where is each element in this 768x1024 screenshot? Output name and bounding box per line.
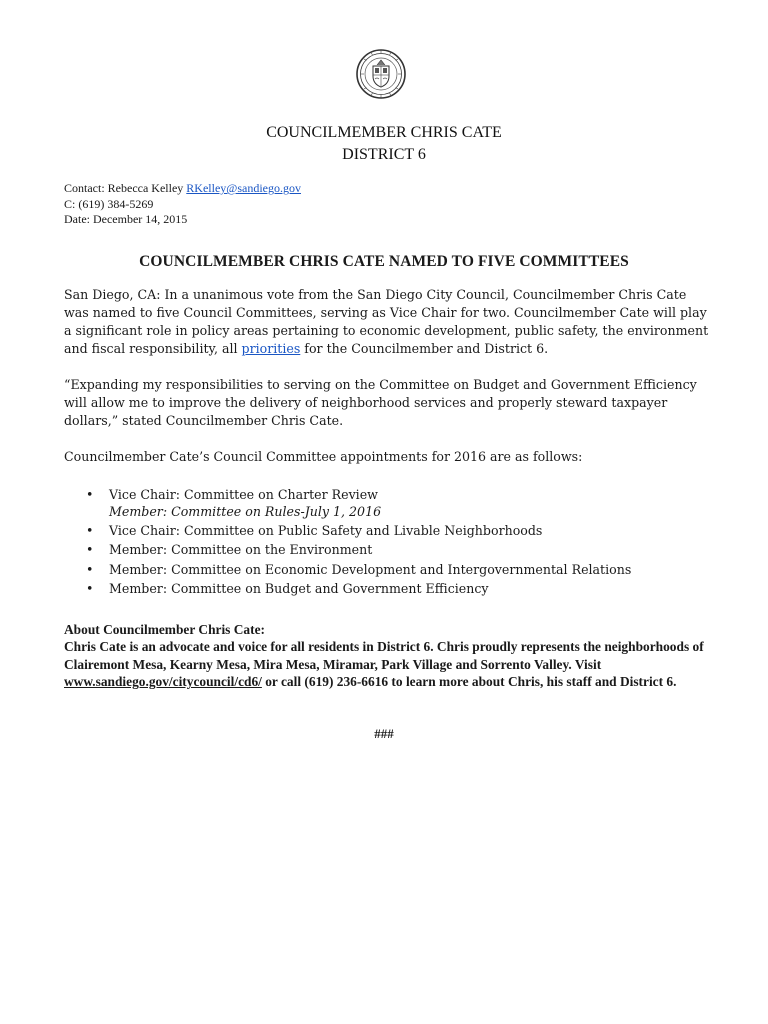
body-paragraph-quote: “Expanding my responsibilities to serving on the Committee on Budget and Government Efficiency will allow me to improve the delivery of neighborhood services and properly steward taxpayer dollars,” stated Councilmember Chris Cate. [64, 377, 697, 428]
bullet-icon: • [86, 542, 94, 557]
contact-label: Contact: Rebecca Kelley [64, 181, 187, 195]
list-item: • Member: Committee on the Environment [64, 540, 714, 560]
list-item: • Member: Committee on Budget and Government Efficiency [64, 579, 714, 599]
about-title: About Councilmember Chris Cate: [64, 622, 265, 637]
city-seal-logo [355, 44, 407, 104]
body-paragraph-3: Councilmember Cate’s Council Committee appointments for 2016 are as follows: [64, 449, 583, 464]
list-item: • Vice Chair: Committee on Charter Review [64, 485, 714, 505]
press-release-headline: COUNCILMEMBER CHRIS CATE NAMED TO FIVE COMMITTEES [139, 253, 629, 270]
contact-block [64, 181, 301, 228]
end-mark: ### [374, 726, 394, 741]
priorities-link[interactable]: priorities [241, 341, 301, 356]
list-item: • Member: Committee on Economic Development and Intergovernmental Relations [64, 560, 714, 580]
contact-date: Date: December 14, 2015 [64, 212, 188, 226]
list-item: • Vice Chair: Committee on Public Safety and Livable Neighborhoods [64, 521, 714, 541]
header-district: DISTRICT 6 [342, 146, 426, 163]
bullet-icon: • [86, 522, 94, 538]
header-title: COUNCILMEMBER CHRIS CATE [266, 124, 502, 141]
bullet-icon: • [86, 487, 94, 502]
bullet-icon: • [86, 561, 94, 577]
contact-line [64, 181, 301, 197]
contact-phone: C: (619) 384-5269 [64, 196, 154, 211]
council-website-link[interactable]: www.sandiego.gov/citycouncil/cd6/ [64, 674, 262, 690]
about-body: Chris Cate is an advocate and voice for all residents in District 6. Chris proudly represents the neighborhoods of Clairemont Mesa, Kearny Mesa, Mira Mesa, Miramar, Park Village and Sorrento Valley. Visit www.sandiego.gov/citycouncil/cd6/ or call (619) 236-6616 to learn more about Chris, his staff and District 6. [64, 639, 704, 690]
appointments-list [64, 485, 714, 599]
list-sub-item: Member: Committee on Rules-July 1, 2016 [109, 503, 382, 519]
contact-email-link[interactable]: RKelley@sandiego.gov [186, 181, 301, 195]
about-section [64, 621, 724, 691]
bullet-icon: • [86, 581, 94, 596]
body-paragraph-1: San Diego, CA: In a unanimous vote from the San Diego City Council, Councilmember Chris Cate was named to five Council Committees, serving as Vice Chair for two. Councilmember Cate will play a significant role in policy areas pertaining to economic development, public safety, the environment and fiscal responsibility, all priorities for the Councilmember and District 6. [64, 287, 709, 356]
